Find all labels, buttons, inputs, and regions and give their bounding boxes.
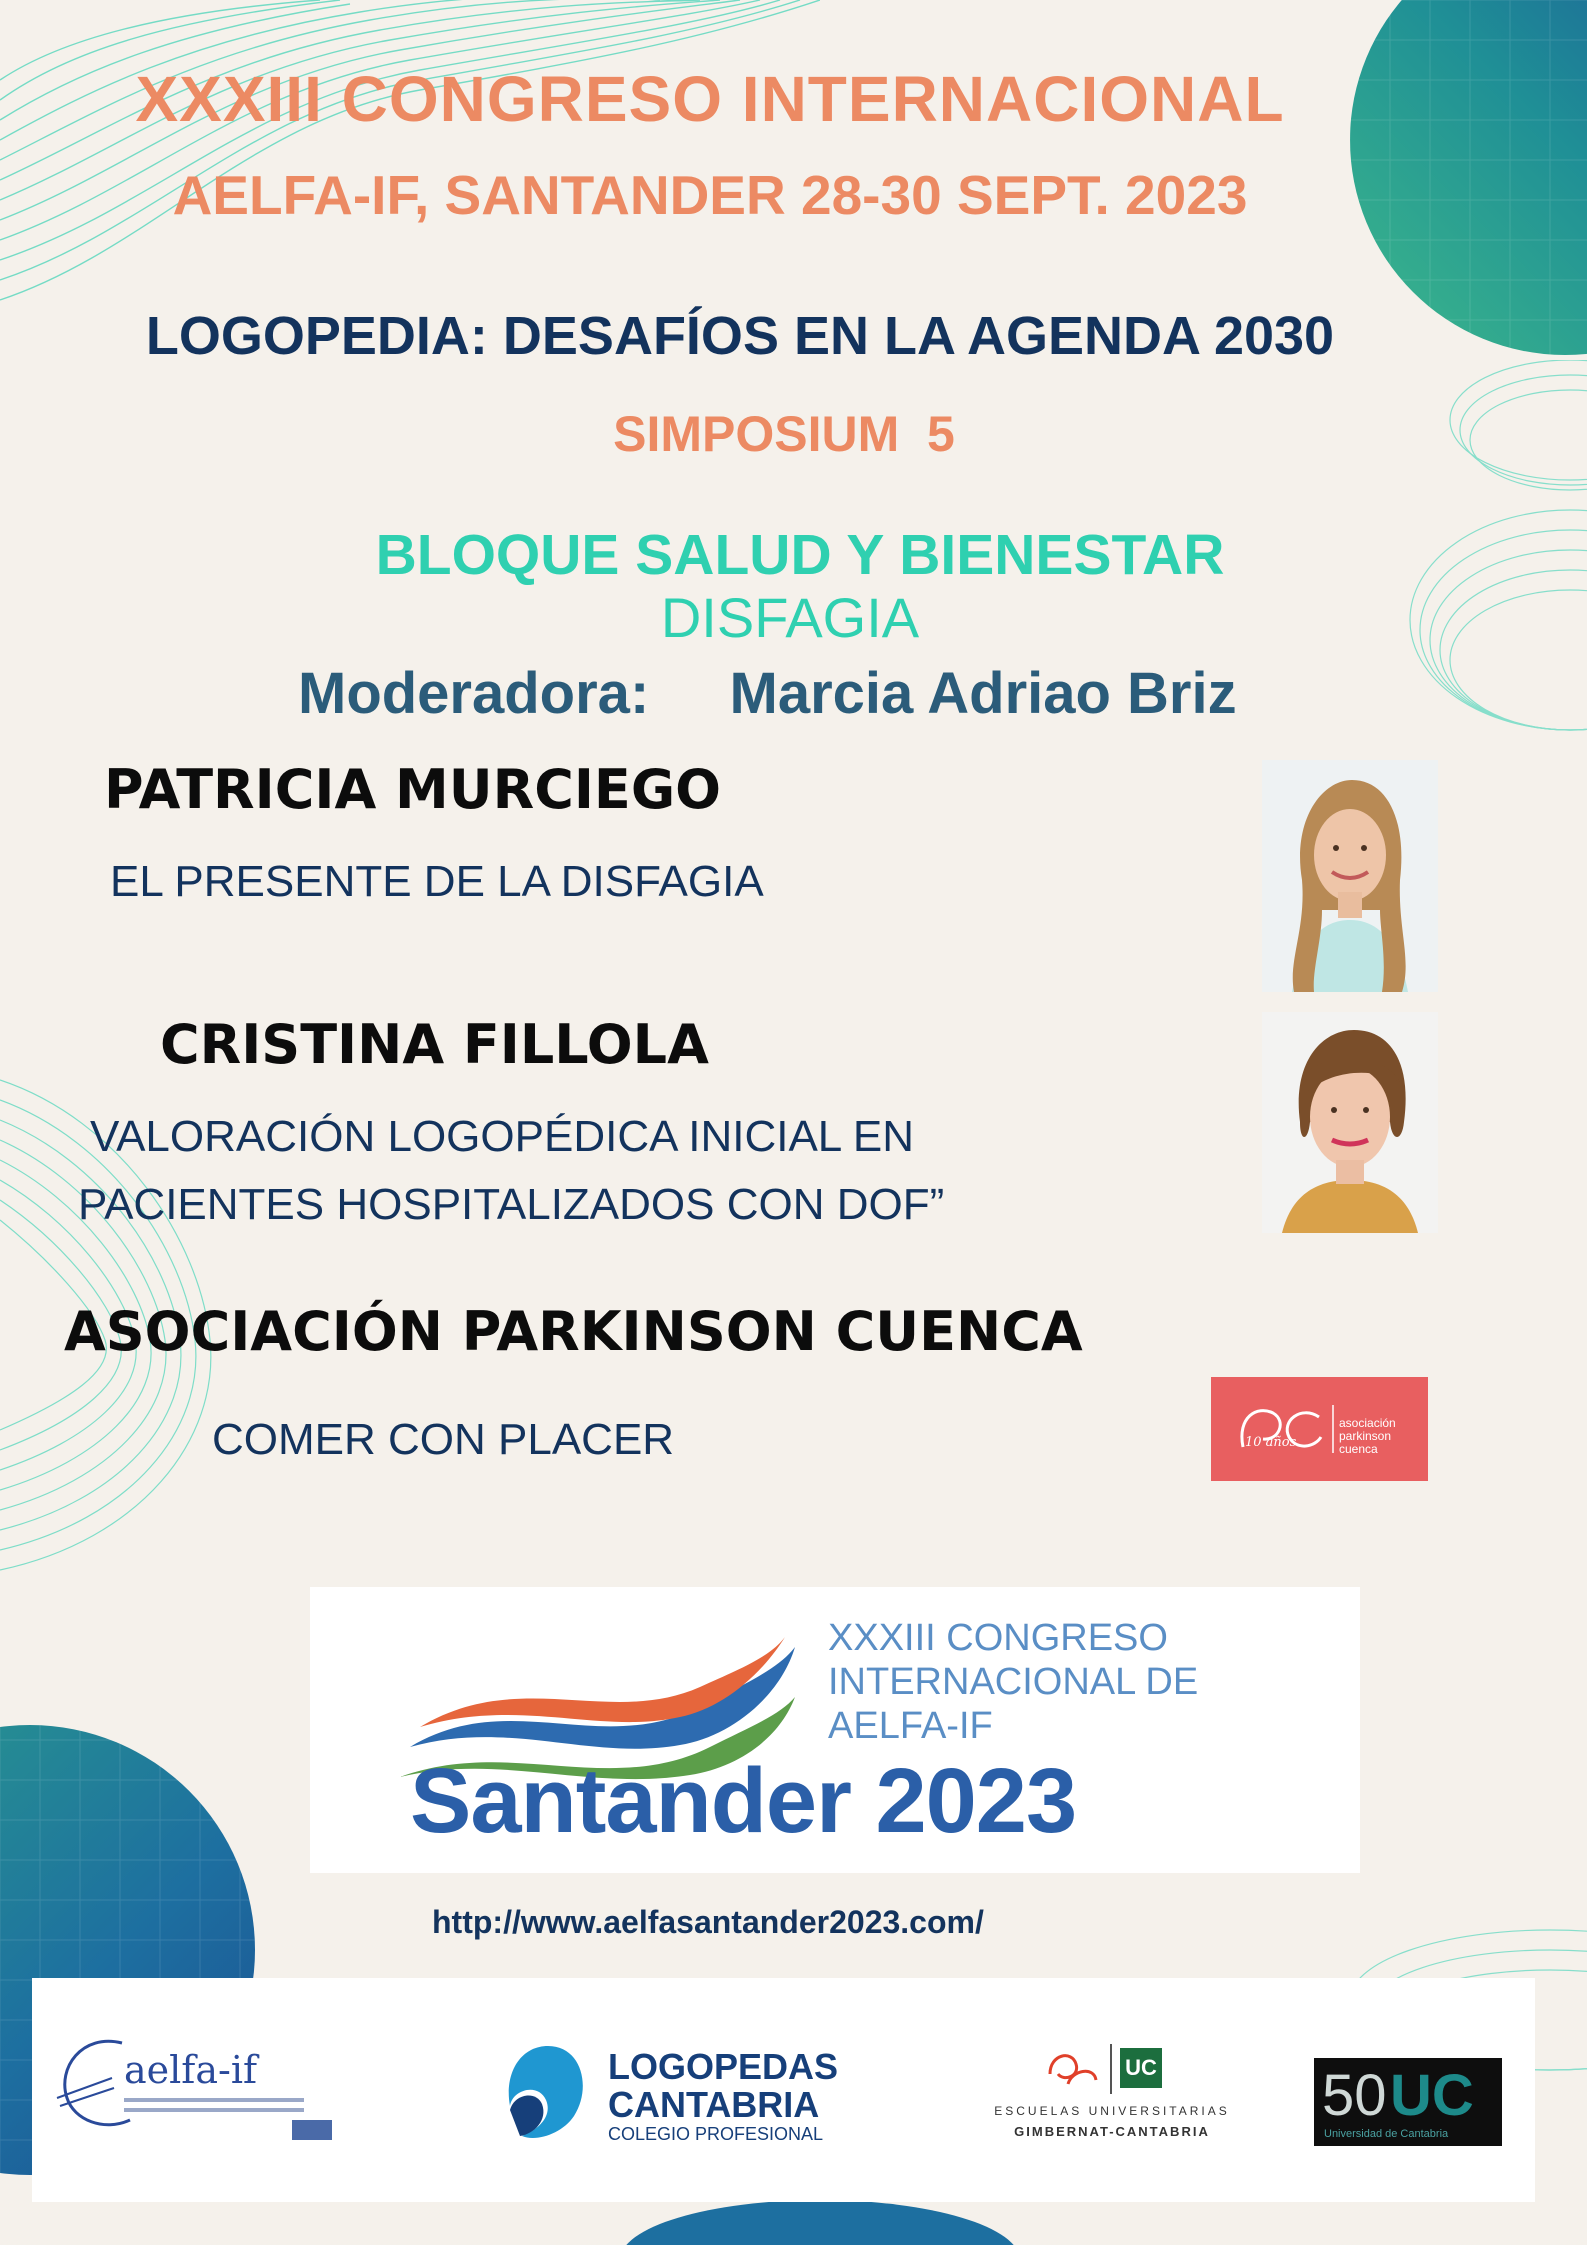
banner-line3: AELFA-IF	[828, 1705, 993, 1747]
block-title: BLOQUE SALUD Y BIENESTAR	[375, 523, 1225, 587]
logopedas-text-1: LOGOPEDAS	[608, 2046, 839, 2087]
parkinson-cuenca-logo	[1211, 1377, 1428, 1481]
bottom-center-mosaic-circle	[610, 2200, 1030, 2245]
moderator-line	[298, 660, 1237, 727]
uc-50-logo	[1314, 2058, 1502, 2146]
banner-line1: XXXIII CONGRESO	[828, 1617, 1168, 1659]
escuelas-text-2: GIMBERNAT-CANTABRIA	[1014, 2124, 1210, 2139]
aelfa-if-logo	[52, 2028, 342, 2148]
uc50-number: 50	[1322, 2063, 1387, 2128]
speaker-photo-patricia	[1262, 760, 1438, 992]
block-subtitle: DISFAGIA	[660, 586, 920, 649]
speaker-name: ASOCIACIÓN PARKINSON CUENCA	[64, 1300, 1083, 1363]
banner-line2: INTERNACIONAL DE	[828, 1661, 1199, 1703]
logopedas-cantabria-logo	[502, 2038, 842, 2148]
talk-title: EL PRESENTE DE LA DISFAGIA	[110, 857, 764, 906]
moderator-name: Marcia Adriao Briz	[729, 661, 1237, 726]
aelfa-if-text: aelfa-if	[124, 2048, 258, 2092]
parkinson-logo-text: asociación parkinson cuenca	[1339, 1416, 1396, 1456]
speaker-name: PATRICIA MURCIEGO	[104, 758, 722, 821]
sponsor-logo-strip	[32, 1978, 1535, 2202]
banner-city-year: Santander 2023	[410, 1750, 1077, 1852]
congress-banner	[310, 1587, 1360, 1873]
symposium-label: SIMPOSIUM 5	[613, 406, 955, 462]
congress-title-line1: XXXIII CONGRESO INTERNACIONAL	[135, 63, 1285, 135]
logopedas-text-3: COLEGIO PROFESIONAL	[608, 2124, 824, 2144]
uc-badge: UC	[1120, 2048, 1162, 2088]
uc50-subtitle: Universidad de Cantabria	[1324, 2128, 1449, 2140]
congress-title-line2: AELFA-IF, SANTANDER 28-30 SEPT. 2023	[172, 164, 1248, 226]
moderator-label: Moderadora:	[298, 661, 650, 726]
congress-theme: LOGOPEDIA: DESAFÍOS EN LA AGENDA 2030	[145, 306, 1335, 366]
top-left-wave-decoration	[0, 0, 820, 320]
speaker-photo-cristina	[1262, 1012, 1438, 1233]
congress-url[interactable]: http://www.aelfasantander2023.com/	[432, 1904, 984, 1940]
escuelas-text-1: ESCUELAS UNIVERSITARIAS	[994, 2104, 1230, 2118]
talk-title-line2: PACIENTES HOSPITALIZADOS CON DOF”	[78, 1180, 945, 1229]
parkinson-anniversary: 10 años	[1245, 1435, 1297, 1450]
gimbernat-cantabria-logo	[992, 2044, 1232, 2154]
speaker-name: CRISTINA FILLOLA	[160, 1013, 709, 1076]
uc50-letters: UC	[1390, 2063, 1474, 2128]
talk-title-line1: VALORACIÓN LOGOPÉDICA INICIAL EN	[90, 1112, 914, 1161]
logopedas-text-2: CANTABRIA	[608, 2084, 820, 2125]
talk-title: COMER CON PLACER	[212, 1415, 675, 1464]
